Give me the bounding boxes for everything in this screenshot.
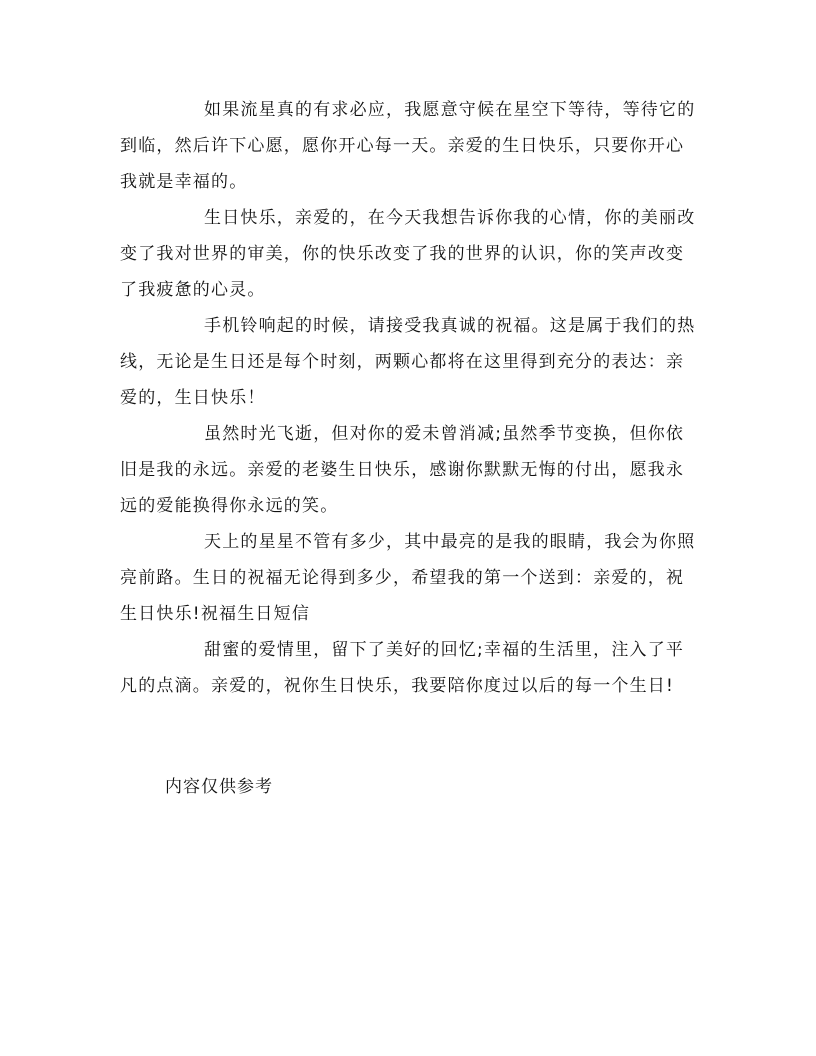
footer-note: 内容仅供参考 bbox=[165, 777, 273, 797]
paragraph-1: 如果流星真的有求必应，我愿意守候在星空下等待，等待它的到临，然后许下心愿，愿你开心每一天。亲爱的生日快乐，只要你开心我就是幸福的。 bbox=[120, 100, 696, 192]
paragraph-3: 手机铃响起的时候，请接受我真诚的祝福。这是属于我们的热线，无论是生日还是每个时刻，两颗心都将在这里得到充分的表达：亲爱的，生日快乐！ bbox=[120, 316, 696, 408]
document-body bbox=[120, 92, 696, 704]
paragraph-6: 甜蜜的爱情里，留下了美好的回忆;幸福的生活里，注入了平凡的点滴。亲爱的，祝你生日快乐，我要陪你度过以后的每一个生日! bbox=[120, 640, 685, 696]
paragraph-5: 天上的星星不管有多少，其中最亮的是我的眼睛，我会为你照亮前路。生日的祝福无论得到多少，希望我的第一个送到：亲爱的，祝生日快乐!祝福生日短信 bbox=[120, 532, 696, 624]
paragraph-4: 虽然时光飞逝，但对你的爱未曾消减;虽然季节变换，但你依旧是我的永远。亲爱的老婆生日快乐，感谢你默默无悔的付出，愿我永远的爱能换得你永远的笑。 bbox=[120, 424, 685, 516]
paragraph-2: 生日快乐，亲爱的，在今天我想告诉你我的心情，你的美丽改变了我对世界的审美，你的快乐改变了我的世界的认识，你的笑声改变了我疲惫的心灵。 bbox=[120, 208, 696, 300]
